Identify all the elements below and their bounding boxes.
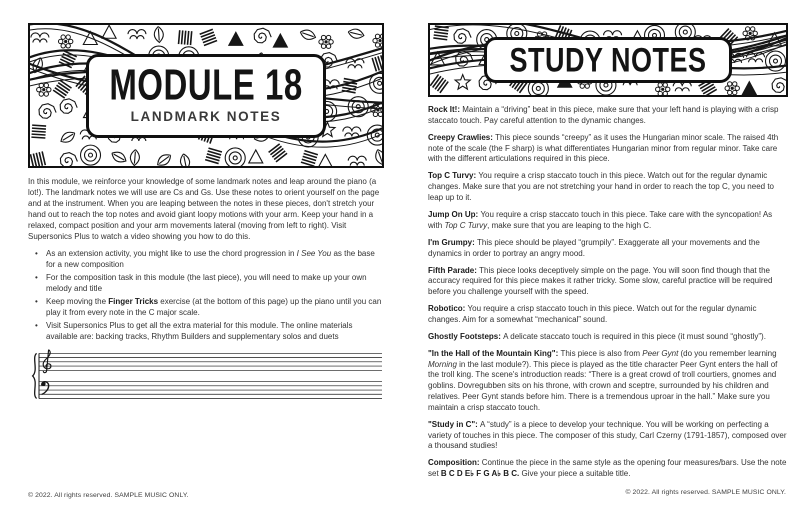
study-note-title: Robotico: — [428, 304, 468, 314]
text-segment: Top C Turvy — [444, 220, 488, 230]
study-notes-title: STUDY NOTES — [509, 40, 707, 79]
copyright-left: © 2022. All rights reserved. SAMPLE MUSIC ONLY. — [28, 492, 189, 499]
study-note-title: Jump On Up: — [428, 209, 481, 219]
text-segment: This piece sounds “creepy” as it uses the Hungarian minor scale. The raised 4th note of the scale (the F sharp) is what differentiates Hungarian minor from regular minor. Take care with the different articulations required in this piece. — [428, 132, 779, 164]
study-note-title: I'm Grumpy: — [428, 237, 478, 247]
study-note — [428, 210, 788, 232]
text-segment: Maintain a “driving” beat in this piece, make sure that your left hand is playing with a crisp staccato touch. Pay careful attention to the dynamic changes. — [428, 105, 779, 125]
bullet-item — [46, 248, 384, 270]
text-segment: Give your piece a suitable title. — [519, 469, 631, 479]
text-segment: (do you remember learning — [678, 348, 777, 358]
text-segment: as the base for a new composition — [46, 249, 375, 269]
study-note — [428, 332, 788, 343]
module-banner — [28, 23, 384, 168]
study-note — [428, 420, 788, 452]
text-segment: in the last module?). This piece is played as the title character Peer Gynt enters the hall of the troll king. The scene's introduction reads: “There is a great crowd of troll courtiers, gnomes and goblins. Dovregubben sits on his throne, with crown and sceptre, surrounded by his children and relatives. Peer Gynt stands before him. There is a tremendous uproar in the hall.” Make sure you maintain a crisp staccato touch. — [428, 359, 778, 412]
study-note — [428, 458, 788, 480]
study-note-title: Rock It!: — [428, 105, 463, 114]
study-note — [428, 238, 788, 260]
text-segment: A “study” is a piece to develop your technique. You will be working on perfecting a variety of touches in this piece. The composer of this study, Carl Czerny (1791-1857), composed over a thousand studies! — [428, 419, 787, 451]
text-segment: exercise (at the bottom of this page) up the piano until you can play it from every note in the C major scale. — [46, 297, 382, 317]
text-segment: As an extension activity, you might like to use the chord progression in — [46, 249, 297, 258]
study-note-title: Fifth Parade: — [428, 265, 480, 275]
study-note — [428, 133, 788, 165]
study-note — [428, 266, 788, 298]
left-page — [28, 23, 384, 482]
text-segment: Continue the piece in the same style as the opening four measures/bars. Use the note set — [428, 458, 787, 479]
text-segment: You require a crisp staccato touch in this piece. Take care with the syncopation! As with — [428, 209, 773, 230]
text-segment: Keep moving the — [46, 297, 109, 306]
study-notes-banner — [428, 23, 788, 97]
text-segment: B C D E♭ F G A♭ B C. — [440, 469, 520, 479]
study-note — [428, 304, 788, 326]
text-segment: This piece is also from — [560, 348, 643, 358]
bullet-item — [46, 320, 384, 342]
module-intro-paragraph: In this module, we reinforce your knowledge of some landmark notes and leap around the piano (a lot!). The landmark notes we will use are Cs and Gs. Use these notes to orient yourself on the page and at the instrument. When you are leaping between the notes in these pieces, don't stretch your hand out to reach the top notes and avoid giant loopy motions with your arm. Keep your hand in a relaxed, compact position and your arm movements lateral (moving from left to right). Visit Supersonics Plus to watch a video showing you how to do this. — [28, 177, 380, 241]
study-note-title: Ghostly Footsteps: — [428, 331, 504, 341]
module-subtitle: LANDMARK NOTES — [130, 108, 282, 124]
module-title-plate — [86, 54, 326, 138]
study-note — [428, 105, 788, 127]
text-segment: For the composition task in this module (the last piece), you will need to make up your own melody and title — [46, 273, 367, 293]
text-segment: I See You — [296, 249, 332, 258]
study-note-title: Creepy Crawlies: — [428, 132, 496, 142]
intro-bullets — [28, 248, 384, 342]
text-segment: This piece looks deceptively simple on the page. You will soon find though that the accuracy required for this piece makes it rather tricky. Some slow, careful practice will be required before you challenge yourself with the speed. — [428, 265, 773, 297]
text-segment: Finger Tricks — [108, 297, 159, 306]
text-segment: You require a crisp staccato touch in this piece. Watch out for the regular dynamic changes. Aim for a somewhat “mechanical” sound. — [428, 304, 757, 324]
copyright-right: © 2022. All rights reserved. SAMPLE MUSIC ONLY. — [625, 489, 786, 496]
text-segment: Visit Supersonics Plus to get all the extra material for this module. The online materials available are: backing tracks, Rhythm Builders and supplementary solos and duets — [46, 321, 353, 341]
text-segment: You require a crisp staccato touch in this piece. Watch out for the regular dynamic changes. Make sure that you are not stretching your hand in order to reach the top C, you need to leap up to it. — [428, 171, 774, 202]
study-notes-list — [428, 105, 788, 480]
sheet-music-system-2 — [28, 420, 384, 482]
study-note — [428, 349, 788, 414]
text-segment: A delicate staccato touch is required in this piece (it must sound “ghostly”). — [503, 331, 766, 341]
study-note-title: "Study in C": — [428, 419, 481, 429]
text-segment: This piece should be played “grumpily”. Exaggerate all your movements and the dynamics in order to portray an angry mood. — [428, 237, 760, 258]
right-page — [428, 23, 788, 486]
sheet-music-system-1 — [28, 344, 384, 406]
study-note — [428, 171, 788, 203]
module-title: MODULE 18 — [109, 59, 303, 109]
study-note-title: Composition: — [428, 458, 482, 468]
study-note-title: "In the Hall of the Mountain King": — [428, 348, 561, 358]
bullet-item — [46, 296, 384, 318]
text-segment: Morning — [428, 359, 457, 369]
text-segment: Peer Gynt — [642, 348, 679, 358]
study-notes-title-plate — [484, 37, 732, 83]
study-note-title: Top C Turvy: — [428, 171, 479, 181]
bullet-item — [46, 272, 384, 294]
text-segment: , make sure that you are leaping to the high C. — [487, 220, 652, 230]
